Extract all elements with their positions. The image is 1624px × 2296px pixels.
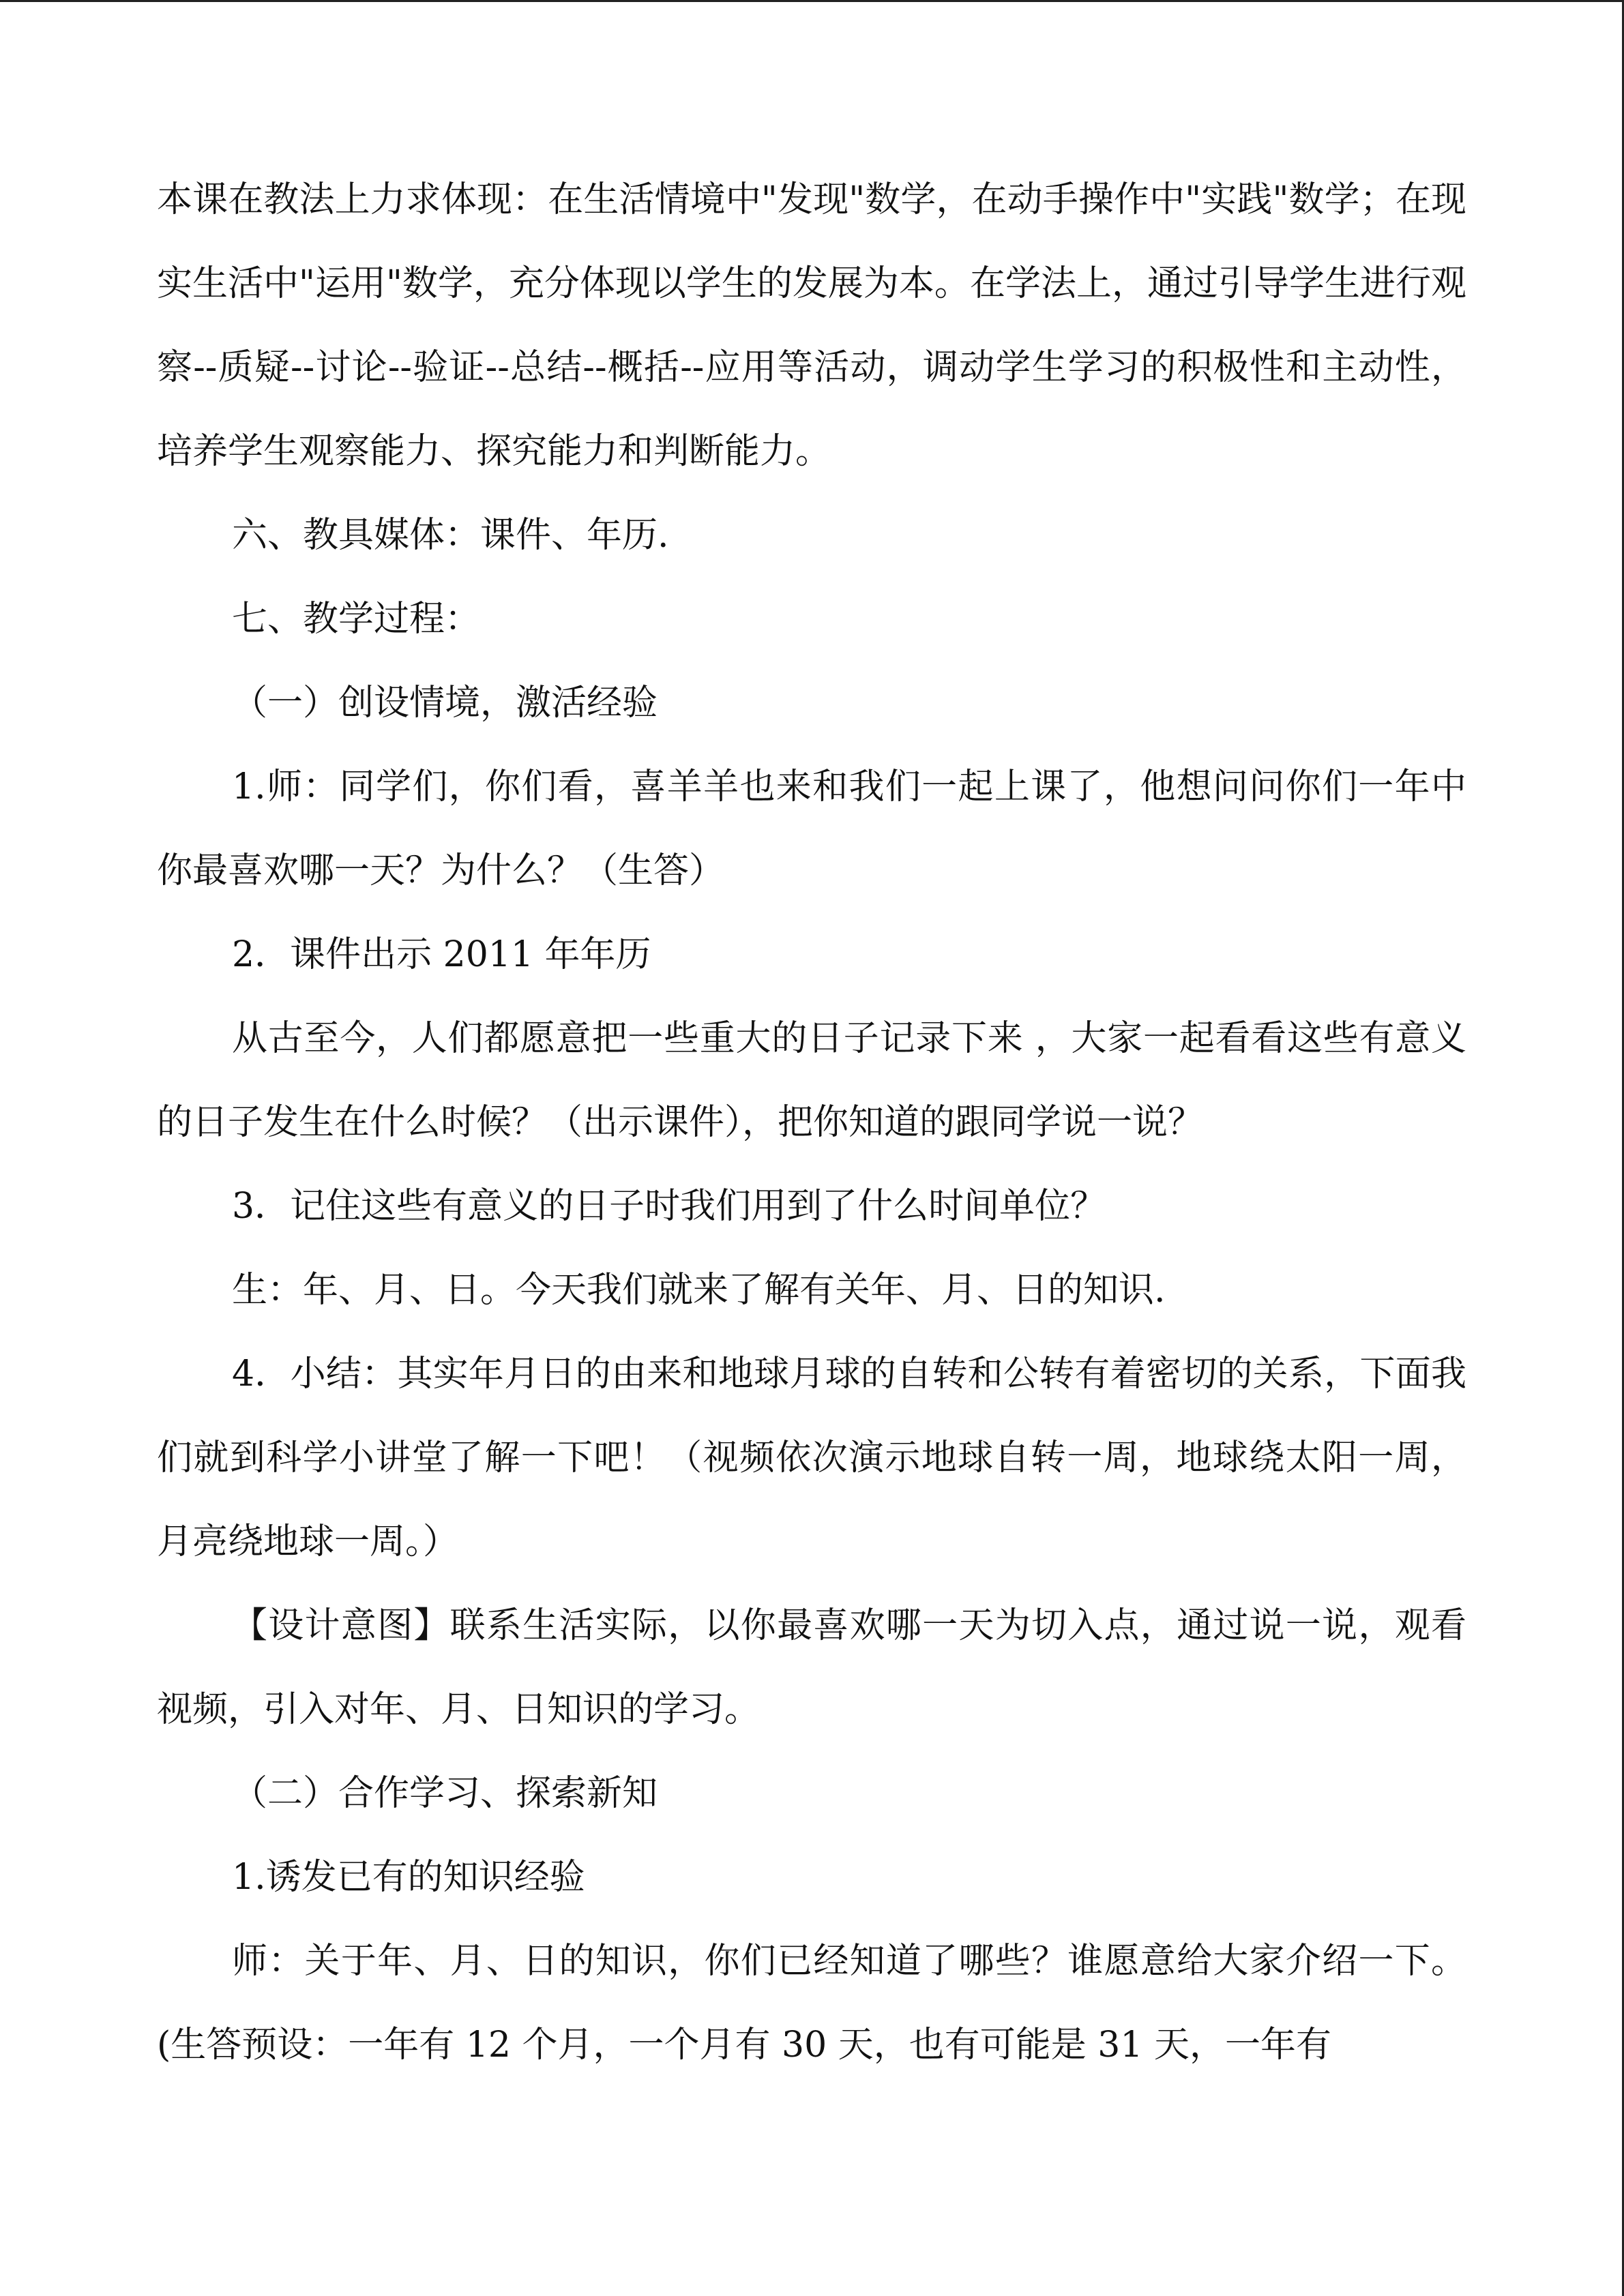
paragraph-step-2: 2．课件出示 2011 年年历	[232, 934, 651, 975]
heading-cooperative-learning: （二）合作学习、探索新知	[232, 1773, 658, 1814]
paragraph-prior-knowledge: 1.诱发已有的知识经验	[232, 1857, 585, 1898]
paragraph-student-answer: 生：年、月、日。今天我们就来了解有关年、月、日的知识.	[232, 1270, 1166, 1311]
paragraph-teaching-method: 本课在教法上力求体现：在生活情境中"发现"数学，在动手操作中"实践"数学；在现实生活中"运用"数学，充分体现以学生的发展为本。在学法上，通过引导学生进行观察--质疑--讨论--验证--总结--概括--应用等活动，调动学生学习的积极性和主动性，培养学生观察能力、探究能力和判断能力。	[157, 179, 1466, 472]
heading-create-situation: （一）创设情境，激活经验	[232, 683, 658, 724]
paragraph-design-intent: 【设计意图】联系生活实际，以你最喜欢哪一天为切入点，通过说一说，观看视频，引入对年、月、日知识的学习。	[157, 1605, 1466, 1730]
heading-teaching-process: 七、教学过程：	[232, 599, 481, 640]
document-page	[157, 158, 1466, 2087]
paragraph-teaching-media: 六、教具媒体：课件、年历.	[232, 515, 669, 556]
paragraph-step-1: 1.师：同学们，你们看，喜羊羊也来和我们一起上课了，他想问问你们一年中你最喜欢哪一天？为什么？（生答）	[157, 766, 1466, 891]
page-top-border	[0, 0, 1624, 2]
paragraph-step-3: 3．记住这些有意义的日子时我们用到了什么时间单位？	[232, 1186, 1106, 1227]
paragraph-history: 从古至今，人们都愿意把一些重大的日子记录下来 ，大家一起看看这些有意义的日子发生在什么时候？（出示课件），把你知道的跟同学说一说？	[157, 1018, 1466, 1143]
paragraph-teacher-question: 师：关于年、月、日的知识，你们已经知道了哪些？谁愿意给大家介绍一下。(生答预设：一年有 12 个月，一个月有 30 天，也有可能是 31 天，一年有	[157, 1941, 1466, 2066]
paragraph-step-4: 4．小结：其实年月日的由来和地球月球的自转和公转有着密切的关系，下面我们就到科学小讲堂了解一下吧！（视频依次演示地球自转一周，地球绕太阳一周，月亮绕地球一周。）	[157, 1354, 1466, 1562]
